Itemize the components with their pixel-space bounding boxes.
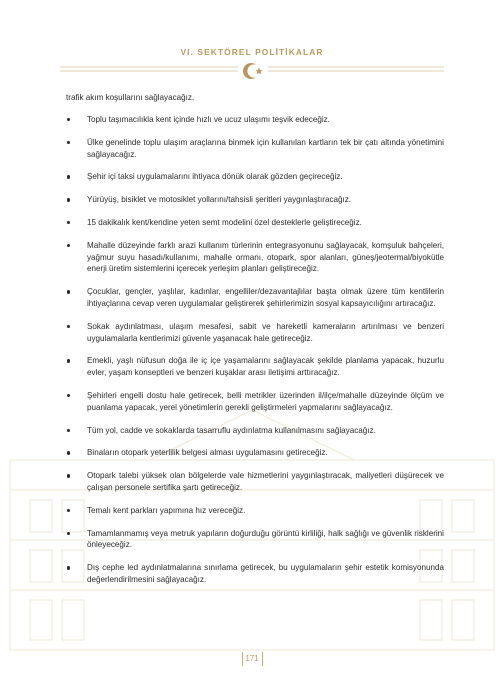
bullet-icon — [67, 198, 70, 201]
list-item-text: Toplu taşımacılıkla kent içinde hızlı ve ucuz ulaşımı teşvik edeceğiz. — [87, 115, 330, 124]
list-item — [66, 470, 444, 494]
crescent-star-icon — [243, 63, 263, 79]
bullet-icon — [67, 290, 70, 293]
list-item-text: Yürüyüş, bisiklet ve motosiklet yollarını/tahsisli şeritleri yaygınlaştıracağız. — [87, 195, 352, 205]
list-item-text: Tamamlanmamış veya metruk yapıların doğurduğu görüntü kirliliği, halk sağlığı ve güvenlik risklerini önleyeceğiz. — [87, 528, 444, 550]
bullet-icon — [67, 532, 70, 535]
continued-paragraph: trafik akım koşullarını sağlayacağız. — [66, 93, 195, 102]
list-item-text: Temalı kent parkları yapımına hız vereceğiz. — [87, 505, 246, 515]
list-item-text: Emekli, yaşlı nüfusun doğa ile iç içe yaşamalarını sağlayacak şekilde planlama yapacak, huzurlu evler, yaşam konseptleri ve benzeri kuşaklar arası iletişimi arttıracağız. — [87, 356, 444, 378]
list-item-text: 15 dakikalık kent/kendine yeten semt modelini özel desteklerle geliştireceğiz. — [87, 217, 362, 227]
bullet-icon — [67, 429, 70, 432]
section-title: VI. SEKTÖREL POLİTİKALAR — [180, 47, 324, 57]
list-item — [66, 447, 444, 459]
bullet-icon — [67, 394, 70, 397]
bullet-icon — [67, 325, 70, 328]
list-item — [66, 425, 444, 437]
page-number: 171 — [245, 654, 259, 663]
bullet-icon — [67, 451, 70, 454]
policy-list — [66, 114, 444, 586]
bullet-icon — [67, 566, 70, 569]
list-item-text: Tüm yol, cadde ve sokaklarda tasarruflu aydınlatma kullanılmasını sağlayacağız. — [87, 425, 376, 435]
list-item — [66, 505, 444, 517]
list-item-text: Sokak aydınlatması, ulaşım mesafesi, sabit ve hareketli kameraların artırılması ve benzeri uygulamalarla kentlerimizi güvenle yaşanacak hale getireceğiz. — [87, 321, 444, 343]
list-item — [66, 194, 444, 206]
bullet-icon — [67, 474, 70, 477]
header-ornament — [0, 58, 504, 84]
list-item-text: Mahalle düzeyinde farklı arazi kullanım türlerinin entegrasyonunu sağlayacak, komşuluk bahçeleri, yağmur suyu hasadı/kullanımı, mahalle ormanı, otopark, spor alanları, güneş/jeotermal/biyokütle enerji üretim sistemlerini içerecek yerleşim planları geliştireceğiz. — [87, 240, 444, 274]
bullet-icon — [67, 141, 70, 144]
list-item — [66, 562, 444, 586]
list-item — [66, 390, 444, 414]
list-item-text: Otopark talebi yüksek olan bölgelerde vale hizmetlerini yaygınlaştıracak, maliyetleri düşürecek ve çalışan personele sertifika şartı getireceğiz. — [87, 471, 444, 492]
bullet-icon — [67, 359, 70, 362]
main-content — [66, 92, 444, 597]
list-item-text: Şehirleri engelli dostu hale getirecek, belli metrikler üzerinden il/ilçe/mahalle düzeyinde ölçüm ve puanlama yapacak, yerel yönetimlerin gerekli geliştirmeleri yapmalarını sağlayacağız. — [87, 390, 444, 412]
list-item-text: Şehir içi taksi uygulamalarını ihtiyaca dönük olarak gözden geçireceğiz. — [87, 172, 343, 182]
list-item-text: Çocuklar, gençler, yaşlılar, kadınlar, engelliler/dezavantajlılar başta olmak üzere tüm kentlilerin ihtiyaçlarına cevap veren uygulamalar geliştirerek şehirlerimizin sosyal kapsayıcılığını artıracağız. — [87, 287, 444, 308]
list-item-text: Ülke genelinde toplu ulaşım araçlarına binmek için kullanılan kartların tek bir çatı altında yönetimini sağlayacağız. — [87, 137, 444, 159]
page-number-divider — [262, 652, 263, 666]
list-item-text: Binaların otopark yeterlilik belgesi alması uygulamasını getireceğiz. — [87, 448, 328, 458]
list-item-text: Dış cephe led aydınlatmalarına sınırlama getirecek, bu uygulamaların şehir estetik komisyonunda değerlendirilmesini sağlayacağız. — [87, 563, 444, 584]
page-footer — [0, 652, 504, 668]
list-item — [66, 286, 444, 310]
list-item — [66, 528, 444, 552]
list-item — [66, 137, 444, 161]
bullet-icon — [67, 509, 70, 512]
bullet-icon — [67, 118, 70, 121]
list-item — [66, 240, 444, 275]
list-item — [66, 114, 444, 126]
list-item — [66, 321, 444, 345]
list-item — [66, 217, 444, 229]
list-item — [66, 355, 444, 379]
list-item — [66, 171, 444, 183]
bullet-icon — [67, 175, 70, 178]
bullet-icon — [67, 244, 70, 247]
bullet-icon — [67, 221, 70, 224]
